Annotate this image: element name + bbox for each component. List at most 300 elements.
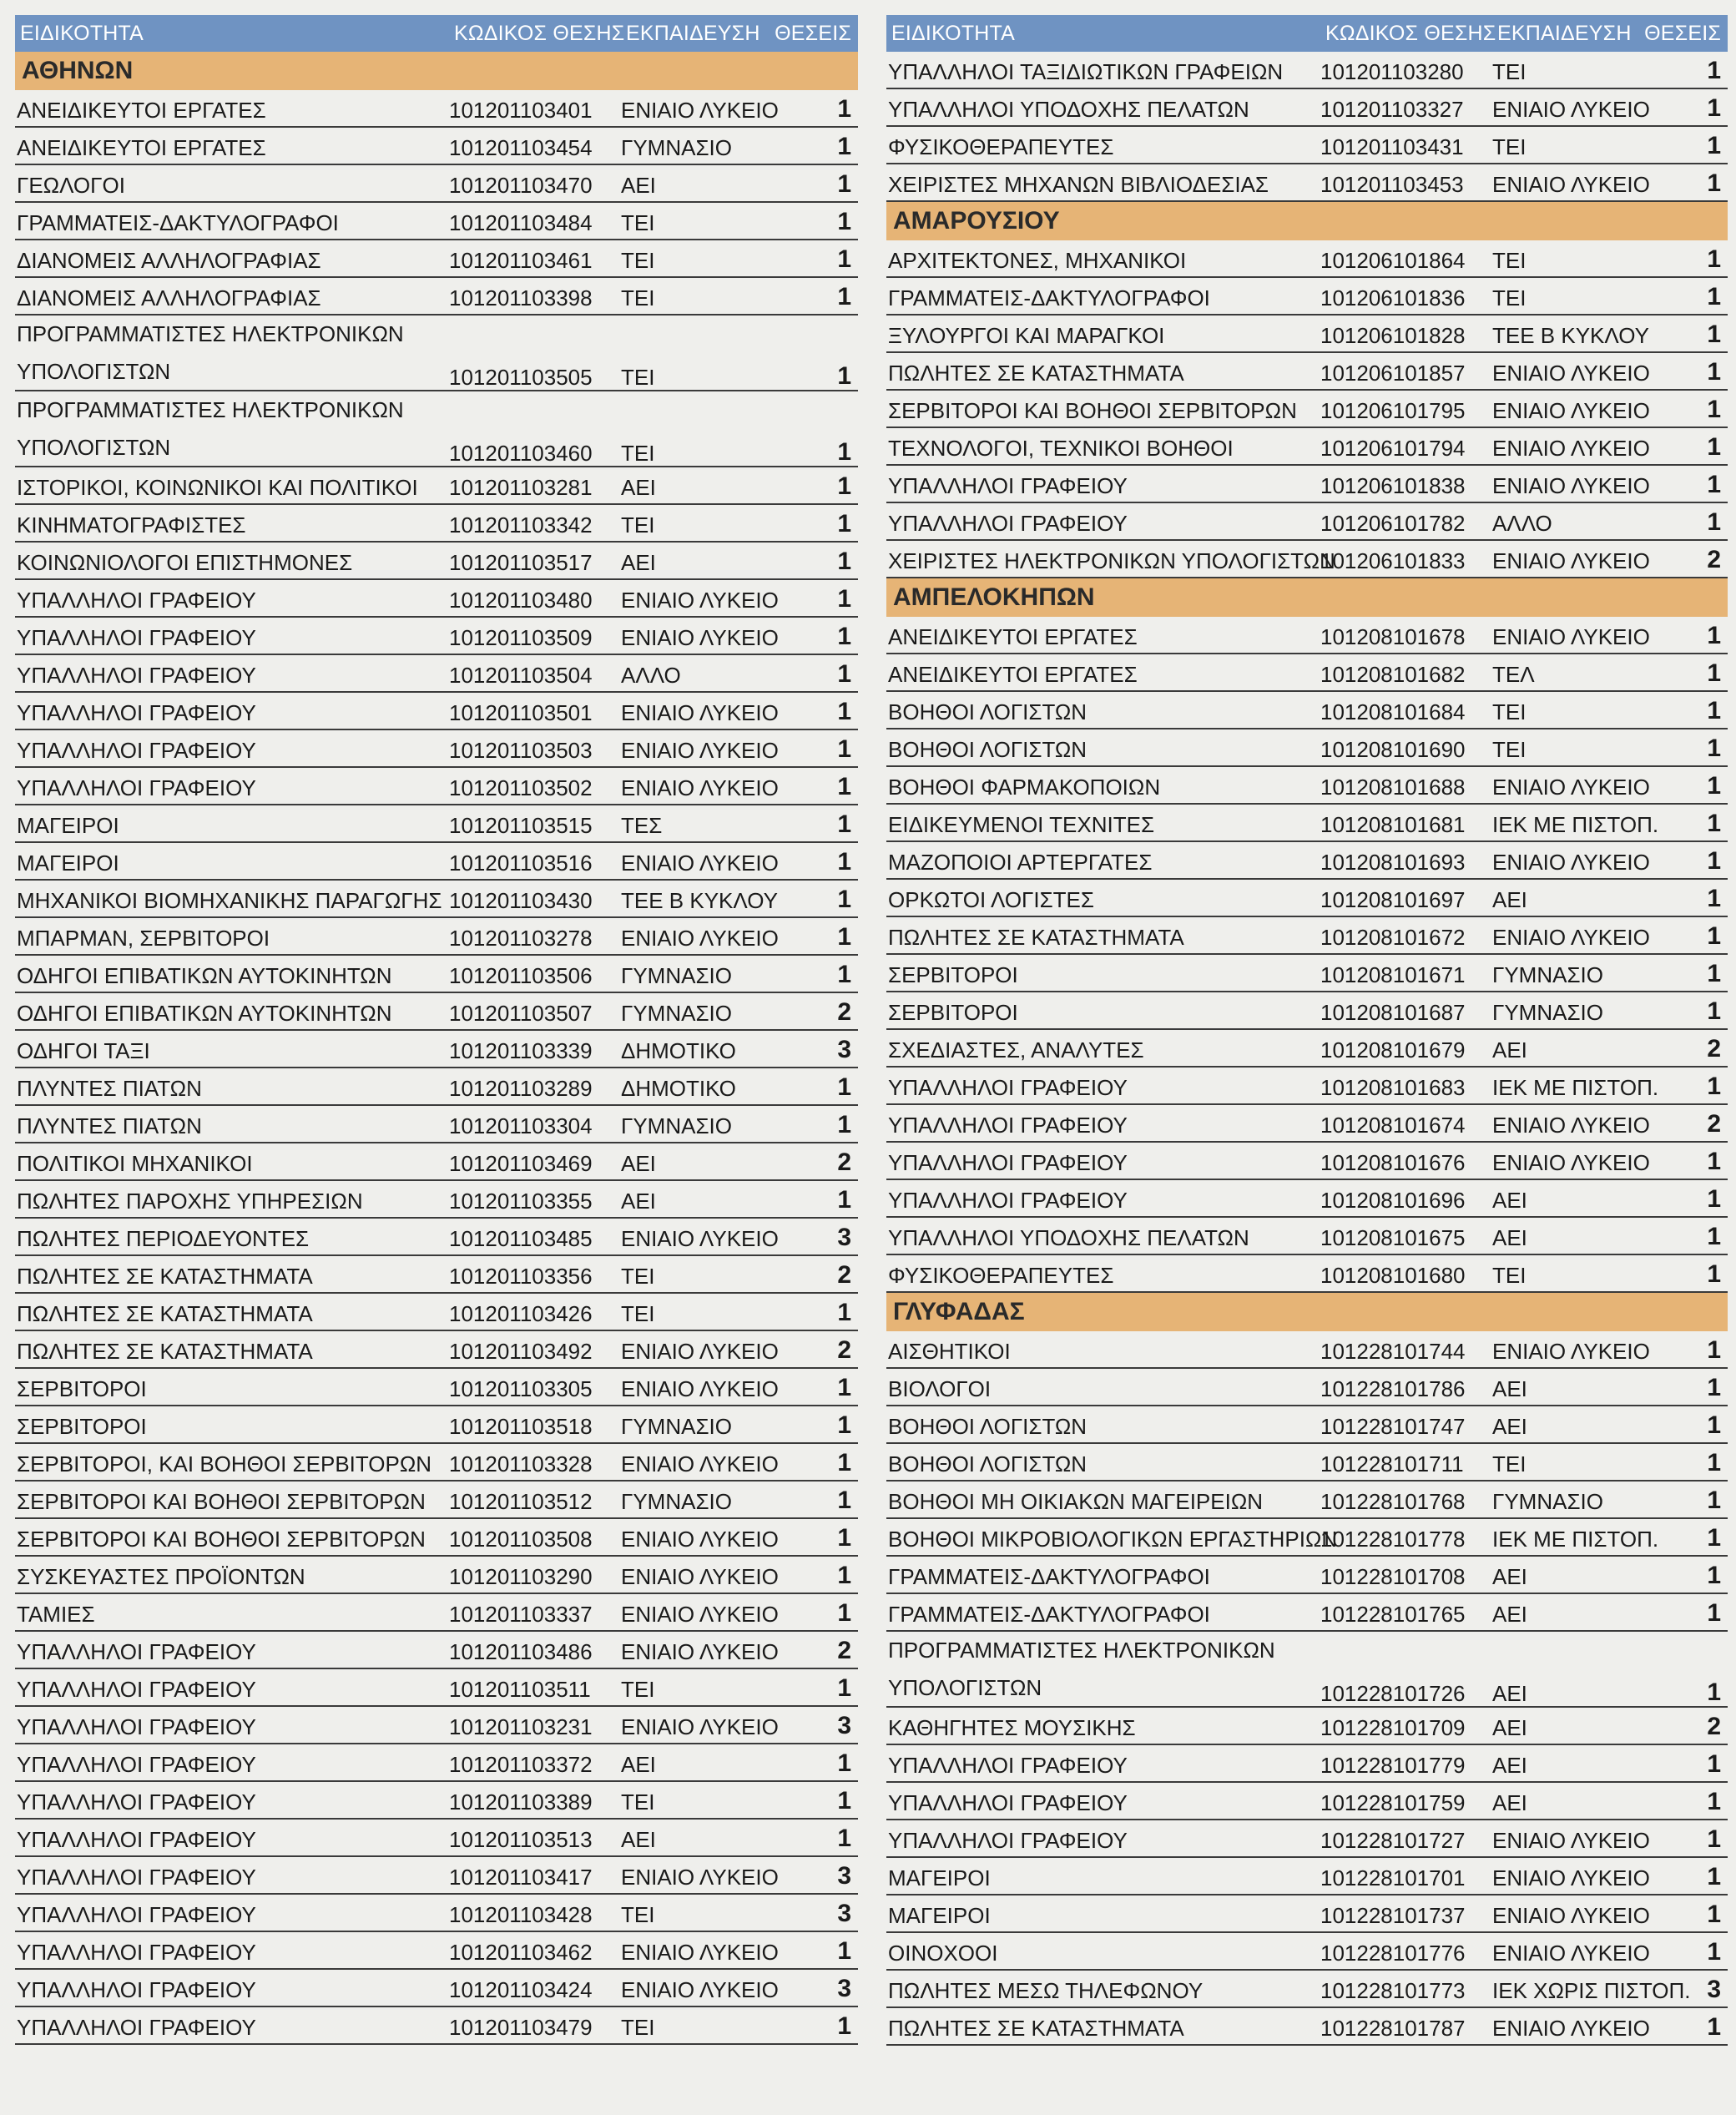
cell-positions: 1 [837,1487,851,1514]
cell-specialty: ΑΝΕΙΔΙΚΕΥΤΟΙ ΕΡΓΑΤΕΣ [888,624,1138,649]
cell-positions: 1 [1707,245,1721,273]
cell-education: ΕΝΙΑΙΟ ΛΥΚΕΙΟ [1492,97,1650,122]
cell-code: 101201103305 [449,1376,593,1401]
cell-positions: 1 [1707,1678,1721,1706]
table-row [15,1294,858,1331]
cell-specialty: ΓΡΑΜΜΑΤΕΙΣ-ΔΑΚΤΥΛΟΓΡΑΦΟΙ [17,210,339,235]
cell-code: 101201103339 [449,1038,593,1063]
table-row [15,956,858,993]
cell-positions: 1 [1707,1411,1721,1439]
cell-education: ΕΝΙΑΙΟ ΛΥΚΕΙΟ [621,700,779,725]
cell-positions: 1 [837,170,851,198]
cell-positions: 1 [837,95,851,123]
cell-positions: 3 [837,1975,851,2002]
table-row [15,1444,858,1482]
cell-positions: 1 [837,698,851,725]
cell-positions: 1 [837,245,851,273]
cell-specialty: ΑΝΕΙΔΙΚΕΥΤΟΙ ΕΡΓΑΤΕΣ [888,662,1138,687]
cell-code: 101228101765 [1320,1602,1466,1627]
table-row [886,1143,1728,1180]
cell-education: ΤΕΕ Β ΚΥΚΛΟΥ [621,888,778,913]
cell-education: ΕΝΙΑΙΟ ΛΥΚΕΙΟ [621,1602,779,1627]
cell-code: 101201103454 [449,135,593,160]
cell-specialty: ΣΕΡΒΙΤΟΡΟΙ ΚΑΙ ΒΟΗΘΟΙ ΣΕΡΒΙΤΟΡΩΝ [17,1527,426,1552]
table-row [15,203,858,240]
cell-education: ΕΝΙΑΙΟ ΛΥΚΕΙΟ [1492,925,1650,950]
table-row [15,505,858,543]
cell-specialty: ΠΩΛΗΤΕΣ ΣΕ ΚΑΤΑΣΤΗΜΑΤΑ [888,925,1184,950]
cell-code: 101206101794 [1320,436,1466,461]
cell-positions: 2 [1707,1110,1721,1138]
table-row [886,353,1728,391]
table-row [15,618,858,655]
cell-positions: 2 [837,1261,851,1289]
table-row [15,240,858,278]
cell-positions: 1 [1707,1487,1721,1514]
cell-positions: 1 [837,1186,851,1214]
cell-code: 101208101676 [1320,1150,1466,1175]
cell-education: ΑΕΙ [1492,887,1527,912]
table-row [886,1180,1728,1218]
table-row [886,391,1728,428]
cell-specialty: ΔΙΑΝΟΜΕΙΣ ΑΛΛΗΛΟΓΡΑΦΙΑΣ [17,248,321,273]
cell-specialty: ΠΡΟΓΡΑΜΜΑΤΙΣΤΕΣ ΗΛΕΚΤΡΟΝΙΚΩΝ ΥΠΟΛΟΓΙΣΤΩΝ [17,321,404,384]
table-row [886,1482,1728,1519]
cell-specialty: ΓΡΑΜΜΑΤΕΙΣ-ΔΑΚΤΥΛΟΓΡΑΦΟΙ [888,285,1210,310]
table-row [15,1632,858,1669]
cell-positions: 1 [1707,1788,1721,1815]
cell-code: 101201103328 [449,1451,593,1476]
cell-positions: 1 [1707,1223,1721,1250]
table-row [886,1105,1728,1143]
cell-specialty: ΒΟΗΘΟΙ ΛΟΓΙΣΤΩΝ [888,1414,1088,1439]
cell-education: ΤΕΙ [1492,248,1527,273]
cell-positions: 1 [1707,847,1721,875]
cell-positions: 1 [1707,960,1721,987]
cell-code: 101206101828 [1320,323,1466,348]
table-row [15,1970,858,2007]
cell-education: ΑΕΙ [1492,1753,1527,1778]
cell-specialty: ΒΟΗΘΟΙ ΜΗ ΟΙΚΙΑΚΩΝ ΜΑΓΕΙΡΕΙΩΝ [888,1489,1264,1514]
cell-specialty: ΥΠΑΛΛΗΛΟΙ ΓΡΑΦΕΙΟΥ [888,1828,1128,1853]
table-row [15,1256,858,1294]
cell-positions: 1 [837,133,851,160]
cell-education: ΑΕΙ [621,173,656,198]
table-row [886,1594,1728,1632]
cell-education: ΤΕΙ [1492,134,1527,159]
cell-code: 101201103508 [449,1527,593,1552]
cell-positions: 1 [1707,1449,1721,1476]
cell-positions: 1 [837,660,851,688]
cell-code: 101201103484 [449,210,593,235]
cell-specialty: ΥΠΑΛΛΗΛΟΙ ΓΡΑΦΕΙΟΥ [888,511,1128,536]
table-row [15,1594,858,1632]
cell-education: ΕΝΙΑΙΟ ΛΥΚΕΙΟ [1492,1339,1650,1364]
cell-code: 101201103507 [449,1001,593,1026]
cell-positions: 1 [1707,94,1721,122]
cell-code: 101208101674 [1320,1113,1466,1138]
cell-specialty: ΜΠΑΡΜΑΝ, ΣΕΡΒΙΤΟΡΟΙ [17,926,270,951]
cell-education: ΑΕΙ [1492,1715,1527,1740]
cell-education: ΤΕΙ [621,1301,655,1326]
cell-specialty: ΥΠΑΛΛΗΛΟΙ ΓΡΑΦΕΙΟΥ [888,1790,1128,1815]
cell-positions: 1 [1707,622,1721,649]
cell-code: 101201103505 [449,365,593,390]
cell-education: ΙΕΚ ΜΕ ΠΙΣΤΟΠ. [1492,812,1659,837]
cell-positions: 1 [1707,283,1721,310]
cell-code: 101228101726 [1320,1681,1466,1706]
cell-specialty: ΤΕΧΝΟΛΟΓΟΙ, ΤΕΧΝΙΚΟΙ ΒΟΗΘΟΙ [888,436,1234,461]
cell-code: 101206101857 [1320,361,1466,386]
cell-education: ΤΕΙ [621,248,655,273]
cell-code: 101201103509 [449,625,593,650]
table-row [15,315,858,391]
table-row [15,993,858,1031]
cell-code: 101201103461 [449,248,593,273]
cell-specialty: ΦΥΣΙΚΟΘΕΡΑΠΕΥΤΕΣ [888,1263,1114,1288]
cell-education: ΓΥΜΝΑΣΙΟ [621,1001,732,1026]
cell-code: 101208101678 [1320,624,1466,649]
cell-education: ΑΕΙ [1492,1790,1527,1815]
cell-education: ΕΝΙΑΙΟ ΛΥΚΕΙΟ [1492,624,1650,649]
left-column [15,15,858,2045]
cell-education: ΑΕΙ [1492,1681,1527,1706]
table-row [15,1669,858,1707]
table-row [886,1068,1728,1105]
cell-code: 101228101711 [1320,1451,1464,1476]
cell-code: 101208101675 [1320,1225,1466,1250]
cell-code: 101201103428 [449,1902,593,1927]
cell-education: ΕΝΙΑΙΟ ΛΥΚΕΙΟ [621,98,779,123]
cell-specialty: ΒΟΗΘΟΙ ΦΑΡΜΑΚΟΠΟΙΩΝ [888,775,1161,800]
table-row [15,1482,858,1519]
cell-specialty: ΟΙΝΟΧΟΟΙ [888,1941,998,1966]
cell-specialty: ΥΠΑΛΛΗΛΟΙ ΥΠΟΔΟΧΗΣ ΠΕΛΑΤΩΝ [888,97,1249,122]
header-education: ΕΚΠΑΙΔΕΥΣΗ [1497,21,1632,45]
table-row [886,842,1728,880]
cell-education: ΓΥΜΝΑΣΙΟ [621,963,732,988]
cell-code: 101208101684 [1320,699,1466,724]
cell-code: 101201103281 [449,475,593,500]
cell-positions: 1 [837,283,851,310]
cell-education: ΔΗΜΟΤΙΚΟ [621,1038,736,1063]
cell-education: ΤΕΙ [621,210,655,235]
cell-specialty: ΥΠΑΛΛΗΛΟΙ ΓΡΑΦΕΙΟΥ [17,1639,256,1664]
cell-code: 101206101795 [1320,398,1466,423]
cell-code: 101201103337 [449,1602,593,1627]
cell-positions: 3 [837,1036,851,1063]
cell-positions: 1 [837,735,851,763]
cell-specialty: ΥΠΑΛΛΗΛΟΙ ΓΡΑΦΕΙΟΥ [17,2015,256,2040]
cell-education: ΕΝΙΑΙΟ ΛΥΚΕΙΟ [621,1376,779,1401]
cell-education: ΕΝΙΑΙΟ ΛΥΚΕΙΟ [1492,1150,1650,1175]
cell-positions: 1 [1707,1599,1721,1627]
cell-education: ΑΕΙ [621,475,656,500]
table-row [15,805,858,843]
cell-education: ΕΝΙΑΙΟ ΛΥΚΕΙΟ [1492,1903,1650,1928]
cell-code: 101206101833 [1320,548,1466,573]
table-row [15,1331,858,1369]
cell-positions: 1 [837,438,851,466]
cell-education: ΑΕΙ [621,1827,656,1852]
cell-education: ΕΝΙΑΙΟ ΛΥΚΕΙΟ [1492,850,1650,875]
table-row [886,315,1728,353]
cell-education: ΑΕΙ [621,550,656,575]
table-row [886,503,1728,541]
cell-specialty: ΧΕΙΡΙΣΤΕΣ ΗΛΕΚΤΡΟΝΙΚΩΝ ΥΠΟΛΟΓΙΣΤΩΝ [888,548,1335,573]
cell-code: 101201103398 [449,285,593,310]
cell-code: 101201103518 [449,1414,593,1439]
cell-education: ΤΕΣ [621,813,663,838]
cell-specialty: ΥΠΑΛΛΗΛΟΙ ΓΡΑΦΕΙΟΥ [17,1977,256,2002]
cell-positions: 1 [1707,1562,1721,1589]
cell-specialty: ΓΡΑΜΜΑΤΕΙΣ-ΔΑΚΤΥΛΟΓΡΑΦΟΙ [888,1602,1210,1627]
table-row [886,654,1728,692]
cell-education: ΤΕΙ [1492,285,1527,310]
cell-specialty: ΣΕΡΒΙΤΟΡΟΙ [17,1376,147,1401]
cell-positions: 1 [837,1374,851,1401]
table-row [886,89,1728,127]
table-row [15,1031,858,1068]
cell-positions: 1 [837,548,851,575]
cell-specialty: ΣΕΡΒΙΤΟΡΟΙ [17,1414,147,1439]
table-row [15,391,858,467]
cell-positions: 1 [837,2012,851,2040]
cell-positions: 1 [1707,697,1721,724]
table-row [886,127,1728,164]
cell-specialty: ΜΑΓΕΙΡΟΙ [888,1865,991,1890]
cell-positions: 1 [1707,132,1721,159]
table-row [886,1030,1728,1068]
table-row [15,1369,858,1406]
cell-education: ΤΕΙ [1492,1263,1527,1288]
cell-education: ΤΕΙ [621,441,655,466]
cell-specialty: ΥΠΑΛΛΗΛΟΙ ΓΡΑΦΕΙΟΥ [888,1075,1128,1100]
table-header [886,15,1728,52]
table-row [886,164,1728,202]
cell-education: ΓΥΜΝΑΣΙΟ [1492,962,1603,987]
cell-positions: 1 [1707,1374,1721,1401]
cell-specialty: ΜΑΖΟΠΟΙΟΙ ΑΡΤΕΡΓΑΤΕΣ [888,850,1153,875]
cell-education: ΑΕΙ [1492,1376,1527,1401]
table-row [15,1181,858,1219]
cell-positions: 1 [1707,471,1721,498]
table-row [886,1369,1728,1406]
cell-specialty: ΟΔΗΓΟΙ ΕΠΙΒΑΤΙΚΩΝ ΑΥΤΟΚΙΝΗΤΩΝ [17,1001,392,1026]
table-row [15,1219,858,1256]
cell-specialty: ΠΡΟΓΡΑΜΜΑΤΙΣΤΕΣ ΗΛΕΚΤΡΟΝΙΚΩΝ ΥΠΟΛΟΓΙΣΤΩΝ [17,397,404,460]
cell-code: 101201103503 [449,738,593,763]
cell-education: ΑΕΙ [1492,1564,1527,1589]
cell-specialty: ΓΡΑΜΜΑΤΕΙΣ-ΔΑΚΤΥΛΟΓΡΑΦΟΙ [888,1564,1210,1589]
cell-specialty: ΣΕΡΒΙΤΟΡΟΙ, ΚΑΙ ΒΟΗΘΟΙ ΣΕΡΒΙΤΟΡΩΝ [17,1451,432,1476]
cell-specialty: ΥΠΑΛΛΗΛΟΙ ΓΡΑΦΕΙΟΥ [888,1113,1128,1138]
cell-education: ΕΝΙΑΙΟ ΛΥΚΕΙΟ [1492,1828,1650,1853]
cell-positions: 1 [1707,885,1721,912]
cell-specialty: ΠΩΛΗΤΕΣ ΠΕΡΙΟΔΕΥΟΝΤΕΣ [17,1226,310,1251]
cell-specialty: ΥΠΑΛΛΗΛΟΙ ΓΡΑΦΕΙΟΥ [888,1150,1128,1175]
cell-positions: 1 [837,773,851,800]
cell-positions: 1 [1707,810,1721,837]
cell-specialty: ΜΗΧΑΝΙΚΟΙ ΒΙΟΜΗΧΑΝΙΚΗΣ ΠΑΡΑΓΩΓΗΣ [17,888,442,913]
header-positions: ΘΕΣΕΙΣ [1644,21,1721,45]
table-row [15,128,858,165]
table-row [886,1820,1728,1858]
cell-code: 101201103424 [449,1977,593,2002]
cell-code: 101201103515 [449,813,593,838]
cell-specialty: ΠΛΥΝΤΕΣ ΠΙΑΤΩΝ [17,1113,202,1138]
table-row [15,1068,858,1106]
cell-positions: 1 [837,623,851,650]
cell-specialty: ΕΙΔΙΚΕΥΜΕΝΟΙ ΤΕΧΝΙΤΕΣ [888,812,1155,837]
cell-code: 101208101680 [1320,1263,1466,1288]
table-row [15,768,858,805]
cell-specialty: ΒΟΗΘΟΙ ΜΙΚΡΟΒΙΟΛΟΓΙΚΩΝ ΕΡΓΑΣΤΗΡΙΩΝ [888,1527,1338,1552]
cell-positions: 1 [837,810,851,838]
cell-education: ΑΕΙ [621,1151,656,1176]
table-row [886,917,1728,955]
cell-code: 101208101687 [1320,1000,1466,1025]
cell-specialty: ΒΟΗΘΟΙ ΛΟΓΙΣΤΩΝ [888,699,1088,724]
cell-code: 101228101773 [1320,1978,1466,2003]
cell-code: 101208101696 [1320,1188,1466,1213]
table-row [15,1895,858,1932]
table-row [886,1895,1728,1933]
cell-education: ΕΝΙΑΙΟ ΛΥΚΕΙΟ [1492,775,1650,800]
cell-positions: 1 [837,1411,851,1439]
cell-code: 101208101683 [1320,1075,1466,1100]
cell-education: ΤΕΙ [621,2015,655,2040]
cell-positions: 1 [837,1299,851,1326]
cell-positions: 1 [1707,1524,1721,1552]
cell-specialty: ΣΥΣΚΕΥΑΣΤΕΣ ΠΡΟΪΟΝΤΩΝ [17,1564,305,1589]
cell-specialty: ΥΠΑΛΛΗΛΟΙ ΓΡΑΦΕΙΟΥ [888,1753,1128,1778]
cell-code: 101208101682 [1320,662,1466,687]
cell-specialty: ΣΕΡΒΙΤΟΡΟΙ ΚΑΙ ΒΟΗΘΟΙ ΣΕΡΒΙΤΟΡΩΝ [888,398,1297,423]
cell-code: 101201103504 [449,663,593,688]
table-row [15,2007,858,2045]
cell-education: ΑΕΙ [1492,1414,1527,1439]
cell-positions: 2 [1707,1713,1721,1740]
cell-education: ΕΝΙΑΙΟ ΛΥΚΕΙΟ [621,1977,779,2002]
cell-specialty: ΥΠΑΛΛΗΛΟΙ ΓΡΑΦΕΙΟΥ [17,738,256,763]
cell-specialty: ΓΕΩΛΟΓΟΙ [17,173,125,198]
cell-code: 101228101778 [1320,1527,1466,1552]
cell-positions: 1 [837,585,851,613]
cell-code: 101201103512 [449,1489,593,1514]
table-row [886,992,1728,1030]
table-row [886,1519,1728,1557]
cell-code: 101208101688 [1320,775,1466,800]
table-row [15,693,858,730]
header-education: ΕΚΠΑΙΔΕΥΣΗ [626,21,760,45]
cell-positions: 1 [1707,1148,1721,1175]
table-row [886,1708,1728,1745]
table-header [15,15,858,52]
cell-specialty: ΥΠΑΛΛΗΛΟΙ ΥΠΟΔΟΧΗΣ ΠΕΛΑΤΩΝ [888,1225,1249,1250]
cell-education: ΓΥΜΝΑΣΙΟ [621,1113,732,1138]
cell-education: ΕΝΙΑΙΟ ΛΥΚΕΙΟ [621,851,779,876]
table-row [886,240,1728,278]
cell-education: ΕΝΙΑΙΟ ΛΥΚΕΙΟ [621,1226,779,1251]
cell-code: 101208101690 [1320,737,1466,762]
cell-code: 101201103389 [449,1789,593,1815]
cell-specialty: ΒΟΗΘΟΙ ΛΟΓΙΣΤΩΝ [888,1451,1088,1476]
cell-code: 101201103289 [449,1076,593,1101]
table-row [886,466,1728,503]
cell-specialty: ΟΔΗΓΟΙ ΤΑΞΙ [17,1038,150,1063]
cell-code: 101201103517 [449,550,593,575]
cell-education: ΕΝΙΑΙΟ ΛΥΚΕΙΟ [621,1940,779,1965]
cell-code: 101201103502 [449,775,593,800]
table-row [15,1782,858,1820]
cell-specialty: ΒΟΗΘΟΙ ΛΟΓΙΣΤΩΝ [888,737,1088,762]
cell-code: 101228101747 [1320,1414,1466,1439]
cell-positions: 1 [1707,1863,1721,1890]
cell-positions: 1 [837,1937,851,1965]
cell-positions: 1 [1707,433,1721,461]
cell-code: 101201103426 [449,1301,593,1326]
cell-code: 101201103356 [449,1264,593,1289]
table-row [886,1858,1728,1895]
cell-specialty: ΠΩΛΗΤΕΣ ΣΕ ΚΑΤΑΣΤΗΜΑΤΑ [17,1264,313,1289]
cell-positions: 1 [1707,922,1721,950]
cell-specialty: ΔΙΑΝΟΜΕΙΣ ΑΛΛΗΛΟΓΡΑΦΙΑΣ [17,285,321,310]
cell-positions: 1 [1707,321,1721,348]
cell-code: 101206101782 [1320,511,1466,536]
cell-code: 101228101768 [1320,1489,1466,1514]
cell-positions: 1 [1707,1825,1721,1853]
table-row [886,2008,1728,2046]
cell-education: ΤΕΕ Β ΚΥΚΛΟΥ [1492,323,1649,348]
cell-specialty: ΟΔΗΓΟΙ ΕΠΙΒΑΤΙΚΩΝ ΑΥΤΟΚΙΝΗΤΩΝ [17,963,392,988]
cell-education: ΑΛΛΟ [621,663,681,688]
cell-positions: 3 [837,1900,851,1927]
table-row [15,543,858,580]
cell-education: ΓΥΜΝΑΣΙΟ [1492,1489,1603,1514]
cell-code: 101201103492 [449,1339,593,1364]
cell-code: 101208101679 [1320,1037,1466,1063]
table-row [15,1519,858,1557]
cell-specialty: ΣΕΡΒΙΤΟΡΟΙ ΚΑΙ ΒΟΗΘΟΙ ΣΕΡΒΙΤΟΡΩΝ [17,1489,426,1514]
cell-code: 101201103290 [449,1564,593,1589]
cell-code: 101228101737 [1320,1903,1466,1928]
cell-specialty: ΥΠΑΛΛΗΛΟΙ ΓΡΑΦΕΙΟΥ [17,700,256,725]
table-row [886,1444,1728,1482]
table-row [886,1632,1728,1708]
cell-positions: 1 [837,1073,851,1101]
cell-code: 101206101864 [1320,248,1466,273]
cell-positions: 1 [1707,1073,1721,1100]
table-row [886,767,1728,805]
cell-code: 101201103469 [449,1151,593,1176]
cell-specialty: ΥΠΑΛΛΗΛΟΙ ΓΡΑΦΕΙΟΥ [17,1902,256,1927]
cell-code: 101201103280 [1320,59,1464,84]
cell-specialty: ΠΟΛΙΤΙΚΟΙ ΜΗΧΑΝΙΚΟΙ [17,1151,253,1176]
cell-specialty: ΠΩΛΗΤΕΣ ΣΕ ΚΑΤΑΣΤΗΜΑΤΑ [17,1301,313,1326]
section-heading: ΑΜΠΕΛΟΚΗΠΩΝ [886,578,1728,617]
cell-specialty: ΥΠΑΛΛΗΛΟΙ ΓΡΑΦΕΙΟΥ [17,588,256,613]
cell-positions: 1 [837,848,851,876]
cell-positions: 1 [1707,57,1721,84]
table-row [886,52,1728,89]
table-row [886,541,1728,578]
table-row [886,1255,1728,1293]
cell-code: 101201103431 [1320,134,1464,159]
cell-code: 101201103513 [449,1827,593,1852]
cell-positions: 1 [837,1599,851,1627]
cell-positions: 2 [1707,546,1721,573]
